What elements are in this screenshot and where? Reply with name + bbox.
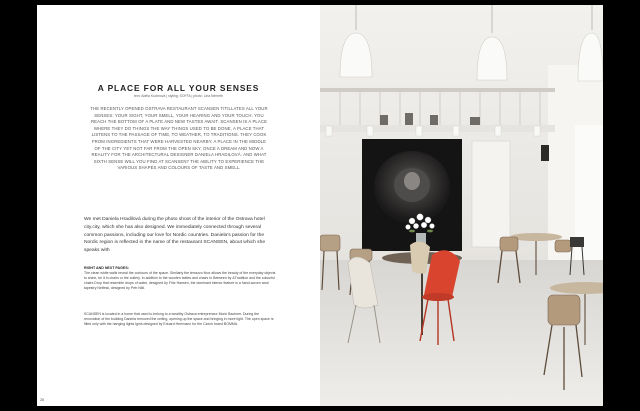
article-body: We met Daniela Hradilová during the photo shoot of the interior of the Ostrava hotel city.city, which she has also designed. We immediately connected through several common passions, including our love for Nordic countries. Daniela's passion for the Nordic region is reflected in the name of the restaurant SCANSEN, about which she speaks with [84, 217, 266, 254]
caption-paragraph-1: The clean white walls reveal the contours of the space. Similarly the terrazzo floor allows the beauty of the everyday objects to shine, be it in chairs or the cutlery. In addition to the wooden tables and chairs In Between by &Tradition and the colourful chairs Drop that resemble drops of water, designed by Fritz Hansen, the dominant interior feature is a hand-woven wool tapestry Nelfesk, designed by Petr Nikl. [84, 271, 276, 290]
article-title: A PLACE FOR ALL YOUR SENSES [97, 83, 260, 93]
caption-heading: RIGHT AND NEXT PAGES: [84, 266, 129, 270]
right-page [320, 5, 603, 406]
left-page [37, 5, 320, 406]
page-number: 28 [40, 398, 44, 402]
caption-paragraph-2: SCANSEN is located in a home that used to belong to a wealthy Ostrava entrepreneur Moric Bachner. During the renovation of the building Daniela removed the ceiling, opening up the space and bringing in more light. The open space is filled only with the hanging lights Ignis designed by Eduard Herrmann for the Czech brand BOMMA. [84, 312, 274, 326]
restaurant-interior-photo [320, 5, 603, 406]
article-intro: THE RECENTLY OPENED OSTRAVA RESTAURANT SCANSEN TITILLATES ALL YOUR SENSES: YOUR SIGHT, YOUR SMELL, YOUR HEARING AND YOUR TOUCH. YOU REACH THE BOTTOM OF A PLATE AND NEW TASTES AWAIT. SCANSEN IS A PLACE WHERE THEY DO THINGS THE WAY THINGS USED TO BE DONE, A PLACE THAT LISTENS TO THE PASSAGE OF TIME, TO WEATHER, TO TRADITIONS. THEY COOK FROM INGREDIENTS THAT WERE HARVESTED NEARBY. A PLACE IN THE MIDDLE OF THE CITY YET NOT FAR FROM THE OPEN SKY, ONCE A DREAM AND NOW A REALITY FOR THE ARCHITECTURAL DESIGNER DANIELA HRADILOVÁ. AND WHAT SIXTH SENSE WILL YOU FIND AT SCANSEN? THE ABILITY TO EXPERIENCE THE VARIOUS SHAPES AND COLOURS OF TASTE AND SMELL. [90, 106, 268, 171]
magazine-spread [37, 5, 603, 406]
article-credits: text: Adéla Kudrnová | styling: SOFFA | photo: Lina Németh [134, 94, 223, 98]
